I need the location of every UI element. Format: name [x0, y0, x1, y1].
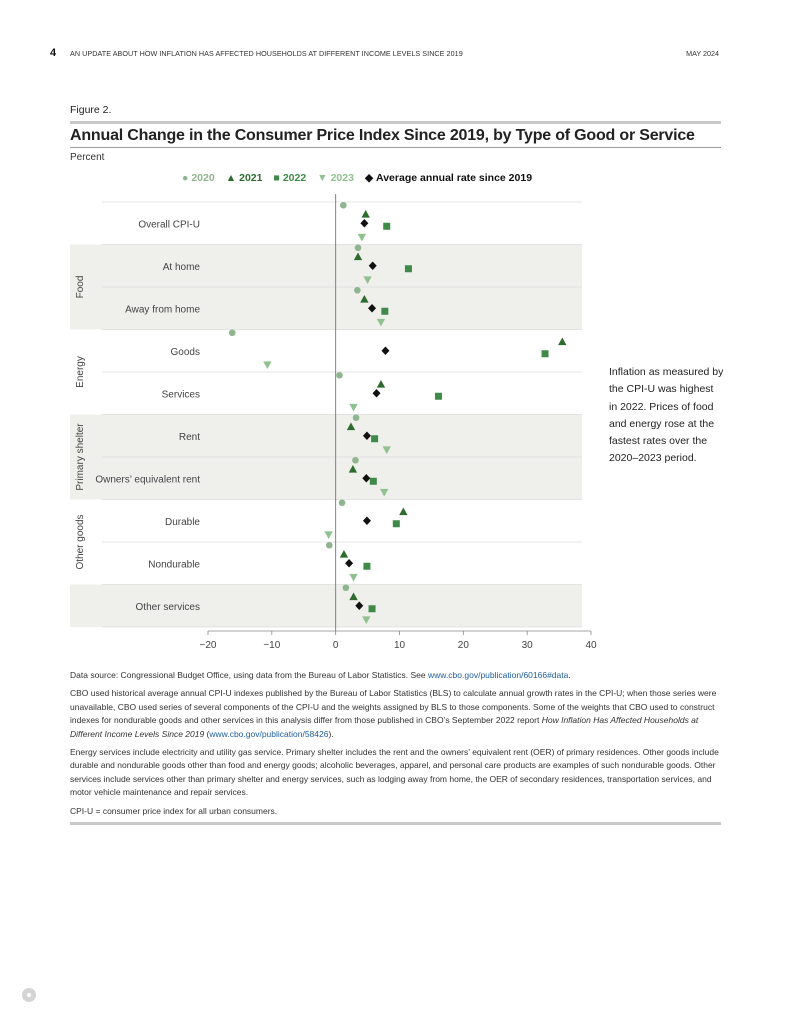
marker-2021-3 [558, 338, 566, 346]
marker-2021-0 [361, 210, 369, 218]
marker-2021-8 [340, 550, 348, 558]
marker-average-annual-rate-since-2019-0 [360, 219, 368, 227]
data-source-link[interactable]: www.cbo.gov/publication/60166#data [428, 670, 569, 680]
legend-label: 2023 [330, 172, 354, 184]
legend-label: 2022 [282, 172, 307, 184]
x-tick-label: −10 [263, 640, 281, 651]
marker-2020-6 [352, 457, 359, 464]
x-tick-label: 0 [332, 640, 339, 651]
category-label: Services [161, 389, 200, 401]
bottom-rule [70, 822, 721, 825]
marker-2020-7 [339, 499, 346, 506]
publication-date: MAY 2024 [686, 49, 719, 58]
side-note: Inflation as measured by the CPI-U was highest in 2022. Prices of food and energy rose at the fastest rates over the 2020–2023 period. [609, 366, 724, 465]
legend-label: Average annual rate since 2019 [376, 172, 533, 184]
marker-2020-9 [343, 584, 350, 591]
accessibility-icon[interactable] [22, 988, 36, 1002]
marker-2020-8 [326, 542, 333, 549]
category-label: Overall CPI-U [138, 219, 200, 231]
marker-2023-8 [349, 574, 357, 582]
data-source-note: Data source: Congressional Budget Office, using data from the Bureau of Labor Statistics. See www.cbo.gov/publication/60166#data. [70, 670, 571, 680]
marker-average-annual-rate-since-2019-3 [381, 347, 389, 355]
figure-label: Figure 2. [70, 104, 112, 116]
group-label: Other goods [75, 514, 86, 570]
marker-2022-8 [363, 563, 370, 570]
category-label: Owners’ equivalent rent [95, 474, 200, 486]
legend-square-icon: ■ [273, 171, 280, 184]
marker-2020-1 [355, 244, 362, 251]
marker-average-annual-rate-since-2019-4 [373, 389, 381, 397]
marker-average-annual-rate-since-2019-8 [345, 559, 353, 567]
marker-2023-3 [263, 361, 271, 369]
x-tick-label: 40 [585, 640, 597, 651]
marker-2020-4 [336, 372, 343, 379]
shaded-band [70, 415, 582, 458]
report-title: How Inflation Has Affected Households at Different Income Levels Since 2019 [70, 715, 699, 739]
figure-notes [70, 669, 722, 823]
marker-2022-5 [371, 435, 378, 442]
marker-2022-4 [435, 393, 442, 400]
legend-diamond-icon: ◆ [364, 171, 374, 184]
marker-2021-4 [377, 380, 385, 388]
category-label: Other services [135, 601, 200, 613]
marker-2022-2 [381, 308, 388, 315]
x-tick-label: 10 [393, 640, 406, 651]
category-label: Durable [164, 516, 200, 528]
legend-circle-icon: ● [182, 171, 189, 184]
category-label: At home [162, 261, 200, 273]
marker-2022-0 [383, 223, 390, 230]
category-label: Goods [170, 346, 200, 358]
legend-label: 2020 [191, 172, 215, 184]
report-link[interactable]: www.cbo.gov/publication/58426 [209, 728, 329, 739]
legend-label: 2021 [239, 172, 263, 184]
units-label: Percent [70, 152, 105, 163]
marker-2022-3 [542, 350, 549, 357]
marker-2020-3 [229, 329, 236, 336]
legend-triangle-down-icon: ▼ [317, 171, 328, 184]
marker-2023-4 [349, 404, 357, 412]
marker-2022-1 [405, 265, 412, 272]
group-label: Primary shelter [75, 423, 86, 491]
figure-title: Annual Change in the Consumer Price Index Since 2019, by Type of Good or Service [70, 127, 695, 144]
marker-2022-9 [369, 605, 376, 612]
marker-2021-7 [399, 508, 407, 516]
marker-2020-0 [340, 202, 347, 209]
marker-average-annual-rate-since-2019-7 [363, 517, 371, 525]
category-label: Nondurable [148, 559, 200, 571]
x-tick-label: 30 [521, 640, 533, 651]
marker-2022-6 [370, 478, 377, 485]
group-label: Energy [75, 356, 86, 388]
marker-2023-0 [358, 234, 366, 242]
marker-2023-7 [324, 531, 332, 539]
legend-triangle-up-icon: ▲ [225, 171, 237, 184]
marker-2020-2 [354, 287, 361, 294]
running-title: AN UPDATE ABOUT HOW INFLATION HAS AFFECTED HOUSEHOLDS AT DIFFERENT INCOME LEVELS SINCE 2019 [70, 49, 463, 58]
shaded-band [70, 245, 582, 288]
method-note: CBO used historical average annual CPI-U indexes published by the Bureau of Labor Statistics (BLS) to calculate annual growth rates in the CPI-U; when those series were unavailable, CBO used series of several components of the CPI-U and the weights assigned by BLS to those components. Some of the weights that CBO used to construct indexes for nondurable goods and other services in this analysis differ from those published in CBO’s September 2022 report How Inflation Has Affected Households at Different Income Levels Since 2019 (www.cbo.gov/publication/58426). [70, 688, 717, 739]
page-number: 4 [50, 47, 57, 59]
category-label: Away from home [125, 304, 200, 316]
x-tick-label: 20 [457, 640, 469, 651]
marker-2020-5 [353, 414, 360, 421]
x-tick-label: −20 [199, 640, 217, 651]
group-label: Food [75, 275, 86, 299]
abbreviation-note: CPI-U = consumer price index for all urban consumers. [70, 805, 278, 816]
marker-2022-7 [393, 520, 400, 527]
definitions-note: Energy services include electricity and utility gas service. Primary shelter includes the rent and the owners’ equivalent rent (OER) of primary residences. Other goods include durable and nondurable goods other than food and energy goods; alcoholic beverages, apparel, and personal care products are examples of such nondurable goods. Other services include services other than primary shelter and energy services, such as lodging away from home, the OER of secondary residences, transportation services, and motor vehicle maintenance and repair services. [70, 747, 719, 798]
category-label: Rent [178, 431, 200, 443]
